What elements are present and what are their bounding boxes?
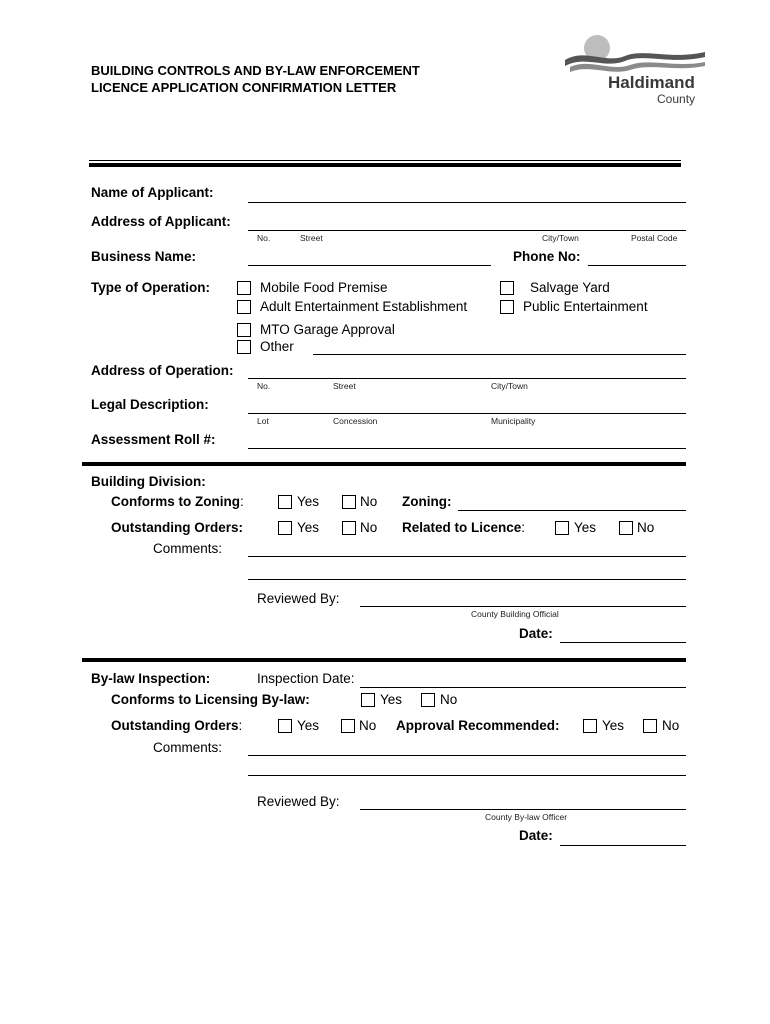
public-entertainment-label: Public Entertainment (523, 299, 648, 314)
bylaw-date-field[interactable] (560, 845, 686, 846)
name-of-applicant-field[interactable] (248, 202, 686, 203)
bylaw-section-divider (82, 658, 686, 662)
approval-yes-checkbox[interactable] (583, 719, 597, 733)
building-orders-no-checkbox[interactable] (342, 521, 356, 535)
related-yes-label: Yes (574, 520, 597, 535)
building-outstanding-orders-label: Outstanding Orders: (111, 520, 244, 535)
document-title-line-2: LICENCE APPLICATION CONFIRMATION LETTER (91, 80, 397, 95)
related-yes-checkbox[interactable] (555, 521, 569, 535)
licensing-yes-label: Yes (380, 692, 403, 707)
mobile-food-checkbox[interactable] (237, 281, 251, 295)
approval-yes-label: Yes (602, 718, 625, 733)
bylaw-officer-caption: County By-law Officer (485, 812, 568, 822)
building-date-label: Date: (519, 626, 553, 641)
approval-no-label: No (662, 718, 680, 733)
conforms-to-zoning-label: Conforms to Zoning: (111, 494, 244, 509)
conforms-to-licensing-label: Conforms to Licensing By-law: (111, 692, 310, 707)
bylaw-orders-yes-label: Yes (297, 718, 320, 733)
building-reviewed-by-label: Reviewed By: (257, 591, 340, 606)
phone-label: Phone No: (513, 249, 581, 264)
op-city-caption: City/Town (491, 381, 528, 391)
bylaw-reviewed-by-label: Reviewed By: (257, 794, 340, 809)
zoning-no-label: No (360, 494, 378, 509)
adult-entertainment-label: Adult Entertainment Establishment (260, 299, 468, 314)
other-checkbox[interactable] (237, 340, 251, 354)
phone-field[interactable] (588, 265, 686, 266)
zoning-yes-checkbox[interactable] (278, 495, 292, 509)
building-comments-label: Comments: (153, 541, 223, 556)
address-of-operation-label: Address of Operation: (91, 363, 234, 378)
bylaw-inspection-heading: By-law Inspection: (91, 671, 211, 686)
licensing-yes-checkbox[interactable] (361, 693, 375, 707)
building-division-heading: Building Division: (91, 474, 206, 489)
logo-name: Haldimand (608, 73, 695, 92)
building-orders-yes-label: Yes (297, 520, 320, 535)
bylaw-comments-label: Comments: (153, 740, 223, 755)
document-title-line-1: BUILDING CONTROLS AND BY-LAW ENFORCEMENT (91, 63, 420, 78)
bylaw-date-label: Date: (519, 828, 553, 843)
bylaw-orders-no-label: No (359, 718, 377, 733)
legal-description-field[interactable] (248, 413, 686, 414)
logo-subtitle: County (657, 92, 696, 106)
assessment-roll-label: Assessment Roll #: (91, 432, 216, 447)
building-reviewed-by-field[interactable] (360, 606, 686, 607)
op-street-caption: Street (333, 381, 356, 391)
other-field[interactable] (313, 354, 686, 355)
approval-no-checkbox[interactable] (643, 719, 657, 733)
address-of-applicant-label: Address of Applicant: (91, 214, 231, 229)
addr-no-caption: No. (257, 233, 271, 243)
other-label: Other (260, 339, 294, 354)
county-logo (560, 30, 710, 110)
zoning-field[interactable] (458, 510, 686, 511)
business-name-field[interactable] (248, 265, 491, 266)
related-no-checkbox[interactable] (619, 521, 633, 535)
legal-municipality-caption: Municipality (491, 416, 536, 426)
bylaw-comments-field-2[interactable] (248, 775, 686, 776)
name-of-applicant-label: Name of Applicant: (91, 185, 214, 200)
address-of-applicant-field[interactable] (248, 230, 686, 231)
inspection-date-label: Inspection Date: (257, 671, 355, 686)
bylaw-outstanding-orders-label: Outstanding Orders: (111, 718, 243, 733)
building-date-field[interactable] (560, 642, 686, 643)
building-section-divider (82, 462, 686, 466)
related-no-label: No (637, 520, 655, 535)
bylaw-comments-field-1[interactable] (248, 755, 686, 756)
building-official-caption: County Building Official (471, 609, 559, 619)
public-entertainment-checkbox[interactable] (500, 300, 514, 314)
building-comments-field-2[interactable] (248, 579, 686, 580)
building-orders-yes-checkbox[interactable] (278, 521, 292, 535)
business-name-label: Business Name: (91, 249, 197, 264)
type-of-operation-label: Type of Operation: (91, 280, 211, 295)
bylaw-reviewed-by-field[interactable] (360, 809, 686, 810)
salvage-yard-label: Salvage Yard (530, 280, 610, 295)
adult-entertainment-checkbox[interactable] (237, 300, 251, 314)
legal-description-label: Legal Description: (91, 397, 209, 412)
zoning-yes-label: Yes (297, 494, 320, 509)
building-comments-field-1[interactable] (248, 556, 686, 557)
building-orders-no-label: No (360, 520, 378, 535)
addr-postal-caption: Postal Code (631, 233, 678, 243)
addr-street-caption: Street (300, 233, 323, 243)
mto-garage-checkbox[interactable] (237, 323, 251, 337)
related-to-licence-label: Related to Licence: (402, 520, 526, 535)
zoning-no-checkbox[interactable] (342, 495, 356, 509)
assessment-roll-field[interactable] (248, 448, 686, 449)
bylaw-orders-yes-checkbox[interactable] (278, 719, 292, 733)
header-divider (89, 160, 681, 161)
bylaw-orders-no-checkbox[interactable] (341, 719, 355, 733)
inspection-date-field[interactable] (360, 687, 686, 688)
op-no-caption: No. (257, 381, 271, 391)
licensing-no-checkbox[interactable] (421, 693, 435, 707)
header-divider-thick (89, 163, 681, 167)
address-of-operation-field[interactable] (248, 378, 686, 379)
legal-concession-caption: Concession (333, 416, 378, 426)
salvage-yard-checkbox[interactable] (500, 281, 514, 295)
approval-recommended-label: Approval Recommended: (396, 718, 560, 733)
mobile-food-label: Mobile Food Premise (260, 280, 388, 295)
legal-lot-caption: Lot (257, 416, 269, 426)
licensing-no-label: No (440, 692, 458, 707)
addr-city-caption: City/Town (542, 233, 579, 243)
mto-garage-label: MTO Garage Approval (260, 322, 395, 337)
zoning-label: Zoning: (402, 494, 452, 509)
